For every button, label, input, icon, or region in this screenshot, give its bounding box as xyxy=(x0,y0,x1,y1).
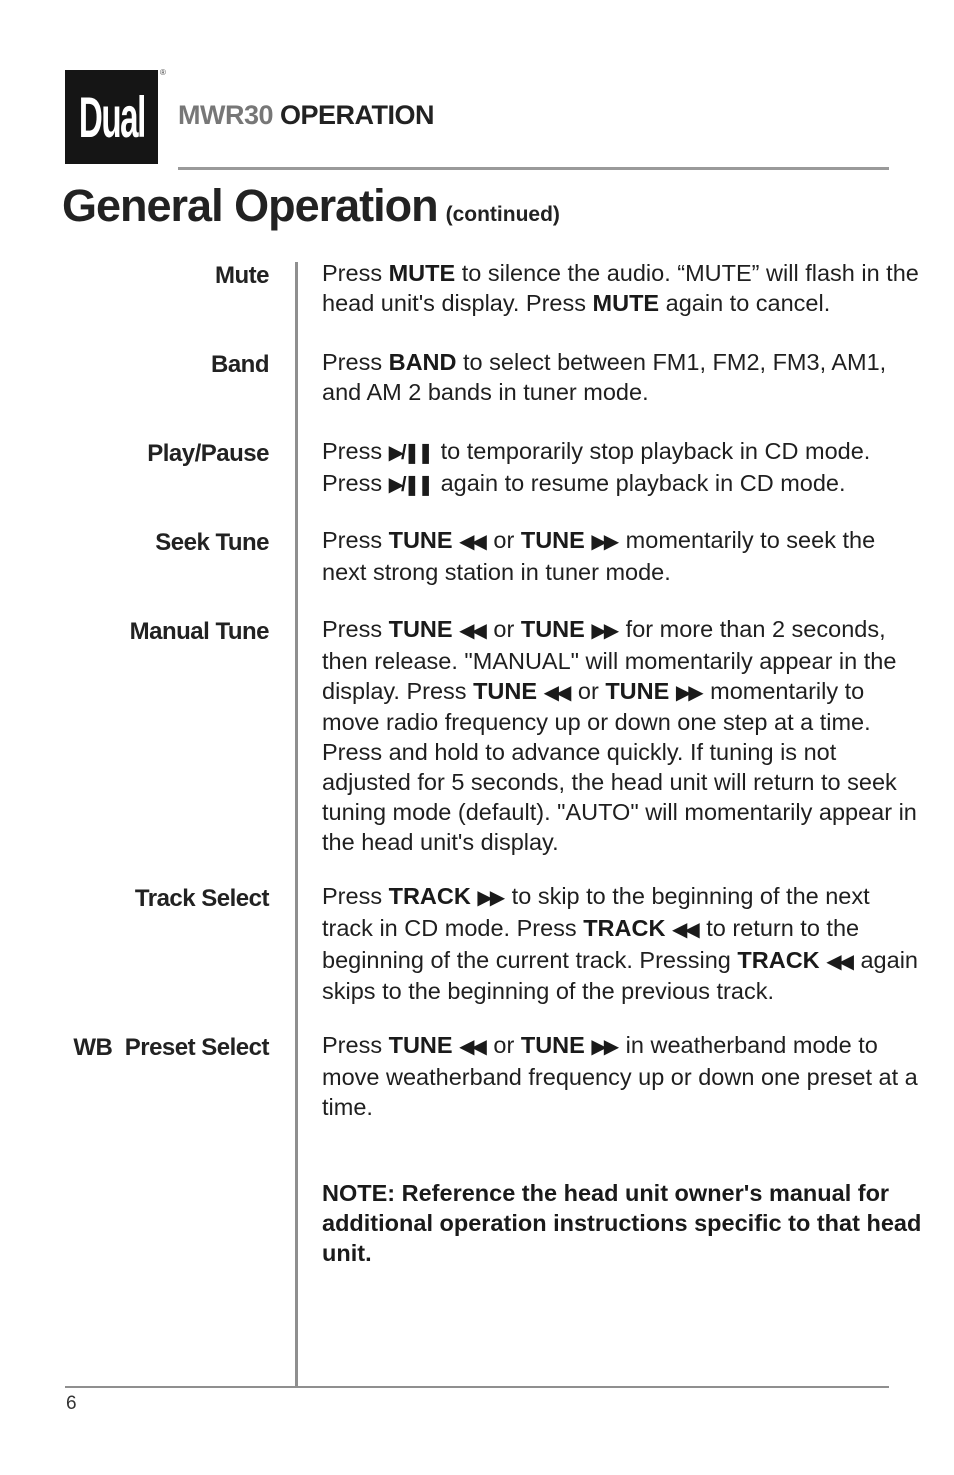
fast-forward-icon: ▶▶ xyxy=(591,1036,617,1058)
header-model: MWR30 xyxy=(178,100,274,130)
rewind-icon: ◀◀ xyxy=(671,918,697,941)
note-text: NOTE: Reference the head unit owner's manual for additional operation instructions specific to that head unit. xyxy=(322,1180,922,1266)
header-rule xyxy=(178,167,889,170)
play-pause-icon: ▶/❚❚ xyxy=(388,442,432,464)
registered-mark: ® xyxy=(160,68,166,77)
desc-manual-tune: Press TUNE ◀◀ or TUNE ▶▶ for more than 2 seconds, then release. "MANUAL" will momentarily appear in the display. Press TUNE ◀◀ or TUNE ▶▶ momentarily to move radio frequency up or down one step at a time. Press and hold to advance quickly. If tuning is not adjusted for 5 seconds, the head unit will return to seek tuning mode (default). "AUTO" will momentarily appear in the head unit's display. xyxy=(322,616,917,855)
desc-seek-tune: Press TUNE ◀◀ or TUNE ▶▶ momentarily to seek the next strong station in tuner mode. xyxy=(322,527,876,585)
page-title xyxy=(62,180,560,232)
desc-play-pause: Press ▶/❚❚ to temporarily stop playback in CD mode. Press ▶/❚❚ again to resume playback in CD mode. xyxy=(322,438,871,496)
fast-forward-icon: ▶▶ xyxy=(591,620,617,642)
fast-forward-icon: ▶▶ xyxy=(591,531,617,553)
rewind-icon: ◀◀ xyxy=(543,681,569,704)
label-wb-preset-select: WB Preset Select xyxy=(73,1034,269,1061)
label-mute: Mute xyxy=(215,262,269,289)
rewind-icon: ◀◀ xyxy=(459,620,484,642)
label-play-pause: Play/Pause xyxy=(147,440,269,467)
label-seek-tune: Seek Tune xyxy=(155,529,269,556)
desc-track-select: Press TRACK ▶▶ to skip to the beginning of the next track in CD mode. Press TRACK ◀◀ to return to the beginning of the current track. Pressing TRACK ◀◀ again skips to the beginning of the previous track. xyxy=(322,883,918,1005)
page-title-sub: (continued) xyxy=(445,203,560,226)
footer-rule xyxy=(65,1386,889,1388)
page-number: 6 xyxy=(66,1393,77,1414)
rewind-icon: ◀◀ xyxy=(826,950,851,973)
header-title xyxy=(178,100,434,131)
rewind-icon: ◀◀ xyxy=(459,1036,484,1058)
desc-band: Press BAND to select between FM1, FM2, FM3, AM1, and AM 2 bands in tuner mode. xyxy=(322,349,887,405)
play-pause-icon: ▶/❚❚ xyxy=(388,473,432,496)
page-title-main: General Operation xyxy=(62,180,438,231)
logo-text: Dual xyxy=(78,84,145,150)
column-divider xyxy=(295,262,298,1386)
fast-forward-icon: ▶▶ xyxy=(675,681,701,704)
rewind-icon: ◀◀ xyxy=(459,531,484,553)
desc-wb-preset-select: Press TUNE ◀◀ or TUNE ▶▶ in weatherband mode to move weatherband frequency up or down one preset at a time. xyxy=(322,1032,918,1120)
header-section: OPERATION xyxy=(280,100,435,130)
fast-forward-icon: ▶▶ xyxy=(477,887,503,909)
label-track-select: Track Select xyxy=(134,885,269,912)
desc-mute: Press MUTE to silence the audio. “MUTE” will flash in the head unit's display. Press MUTE again to cancel. xyxy=(322,260,919,316)
label-manual-tune: Manual Tune xyxy=(129,618,269,645)
dual-logo xyxy=(65,70,158,164)
label-band: Band xyxy=(211,351,269,378)
